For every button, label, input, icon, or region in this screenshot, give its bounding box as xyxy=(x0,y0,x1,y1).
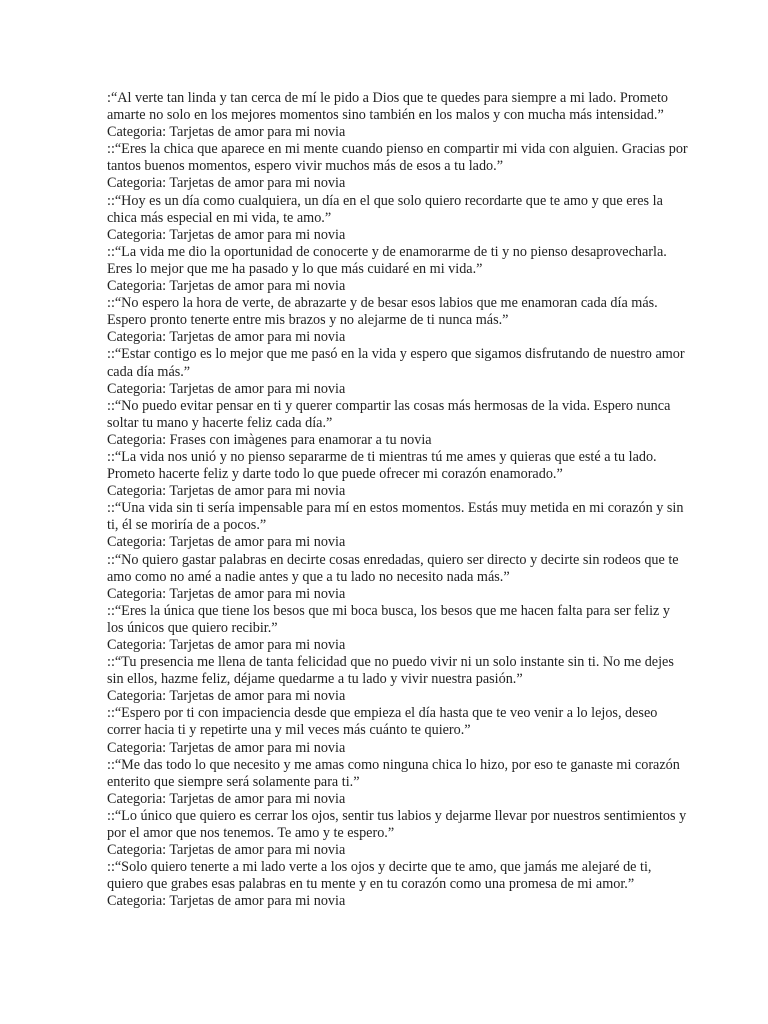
category-line: Categoria: Tarjetas de amor para mi novia xyxy=(107,175,346,192)
category-line: Categoria: Tarjetas de amor para mi novia xyxy=(107,124,346,141)
quote-entry xyxy=(107,193,688,244)
quote-text: ::“Estar contigo es lo mejor que me pasó en la vida y espero que sigamos disfrutando de nuestro amor cada día más.” xyxy=(107,346,685,380)
category-line: Categoria: Tarjetas de amor para mi novia xyxy=(107,534,346,551)
category-line: Categoria: Frases con imàgenes para enamorar a tu novia xyxy=(107,431,432,448)
quote-text: ::“Tu presencia me llena de tanta felicidad que no puedo vivir ni un solo instante sin ti. No me dejes sin ellos, hazme feliz, déjame quedarme a tu lado y vivir nuestra pasión.” xyxy=(107,654,674,688)
quote-text: ::“Solo quiero tenerte a mi lado verte a los ojos y decirte que te amo, que jamás me alejaré de ti, quiero que grabes esas palabras en tu mente y en tu corazón como una promesa de mi amor.” xyxy=(107,859,652,893)
quote-text: ::“Espero por ti con impaciencia desde que empieza el día hasta que te veo venir a lo lejos, deseo correr hacia ti y repetirte una y mil veces más cuánto te quiero.” xyxy=(107,705,658,739)
quote-text: ::“La vida me dio la oportunidad de conocerte y de enamorarme de ti y no pienso desaprovecharla. Eres lo mejor que me ha pasado y lo que más cuidaré en mi vida.” xyxy=(107,243,667,277)
quote-entry xyxy=(107,808,688,859)
category-line: Categoria: Tarjetas de amor para mi novia xyxy=(107,380,346,397)
quote-entry xyxy=(107,295,688,346)
category-line: Categoria: Tarjetas de amor para mi novia xyxy=(107,842,346,859)
quote-text: ::“Una vida sin ti sería impensable para mí en estos momentos. Estás muy metida en mi corazón y sin ti, él se moriría de a pocos.” xyxy=(107,500,684,534)
quote-list xyxy=(107,90,688,911)
quote-entry xyxy=(107,90,688,141)
quote-entry xyxy=(107,141,688,192)
quote-entry xyxy=(107,500,688,551)
quote-entry xyxy=(107,346,688,397)
category-line: Categoria: Tarjetas de amor para mi novia xyxy=(107,226,346,243)
quote-text: ::“Hoy es un día como cualquiera, un día en el que solo quiero recordarte que te amo y que eres la chica más especial en mi vida, te amo.” xyxy=(107,192,663,226)
category-line: Categoria: Tarjetas de amor para mi novia xyxy=(107,790,346,807)
category-line: Categoria: Tarjetas de amor para mi novia xyxy=(107,278,346,295)
quote-entry xyxy=(107,757,688,808)
quote-entry xyxy=(107,859,688,910)
quote-text: ::“No puedo evitar pensar en ti y querer compartir las cosas más hermosas de la vida. Espero nunca soltar tu mano y hacerte feliz cada día.” xyxy=(107,397,671,431)
quote-text: :“Al verte tan linda y tan cerca de mí le pido a Dios que te quedes para siempre a mi lado. Prometo amarte no solo en los mejores momentos sino también en los malos y con mucha más intensidad.” xyxy=(107,90,669,124)
quote-entry xyxy=(107,244,688,295)
category-line: Categoria: Tarjetas de amor para mi novia xyxy=(107,688,346,705)
quote-entry xyxy=(107,398,688,449)
category-line: Categoria: Tarjetas de amor para mi novia xyxy=(107,739,346,756)
quote-entry xyxy=(107,603,688,654)
quote-text: ::“No quiero gastar palabras en decirte cosas enredadas, quiero ser directo y decirte sin rodeos que te amo como no amé a nadie antes y que a tu lado no necesito nada más.” xyxy=(107,551,679,585)
quote-text: ::“Eres la única que tiene los besos que mi boca busca, los besos que me hacen falta para ser feliz y los únicos que quiero recibir.” xyxy=(107,602,670,636)
quote-text: ::“Me das todo lo que necesito y me amas como ninguna chica lo hizo, por eso te ganaste mi corazón enterito que siempre será solamente para ti.” xyxy=(107,756,680,790)
category-line: Categoria: Tarjetas de amor para mi novia xyxy=(107,637,346,653)
category-line: Categoria: Tarjetas de amor para mi novia xyxy=(107,329,346,346)
quote-entry xyxy=(107,654,688,705)
quote-text: ::“La vida nos unió y no pienso separarme de ti mientras tú me ames y quieras que esté a tu lado. Prometo hacerte feliz y darte todo lo que puede ofrecer mi corazón enamorado.” xyxy=(107,448,657,483)
quote-entry xyxy=(107,705,688,756)
category-line: Categoria: Tarjetas de amor para mi novia xyxy=(107,483,346,500)
quote-entry xyxy=(107,449,688,500)
quote-text: ::“Lo único que quiero es cerrar los ojos, sentir tus labios y dejarme llevar por nuestros sentimientos y por el amor que nos tenemos. Te amo y te espero.” xyxy=(107,807,687,842)
category-line: Categoria: Tarjetas de amor para mi novia xyxy=(107,585,346,602)
quote-text: ::“Eres la chica que aparece en mi mente cuando pienso en compartir mi vida con alguien. Gracias por tantos buenos momentos, espero vivir muchos más de esos a tu lado.” xyxy=(107,141,688,175)
quote-text: ::“No espero la hora de verte, de abrazarte y de besar esos labios que me enamoran cada día más. Espero pronto tenerte entre mis brazos y no alejarme de ti nunca más.” xyxy=(107,295,658,329)
quote-entry xyxy=(107,552,688,603)
category-line: Categoria: Tarjetas de amor para mi novia xyxy=(107,893,346,910)
